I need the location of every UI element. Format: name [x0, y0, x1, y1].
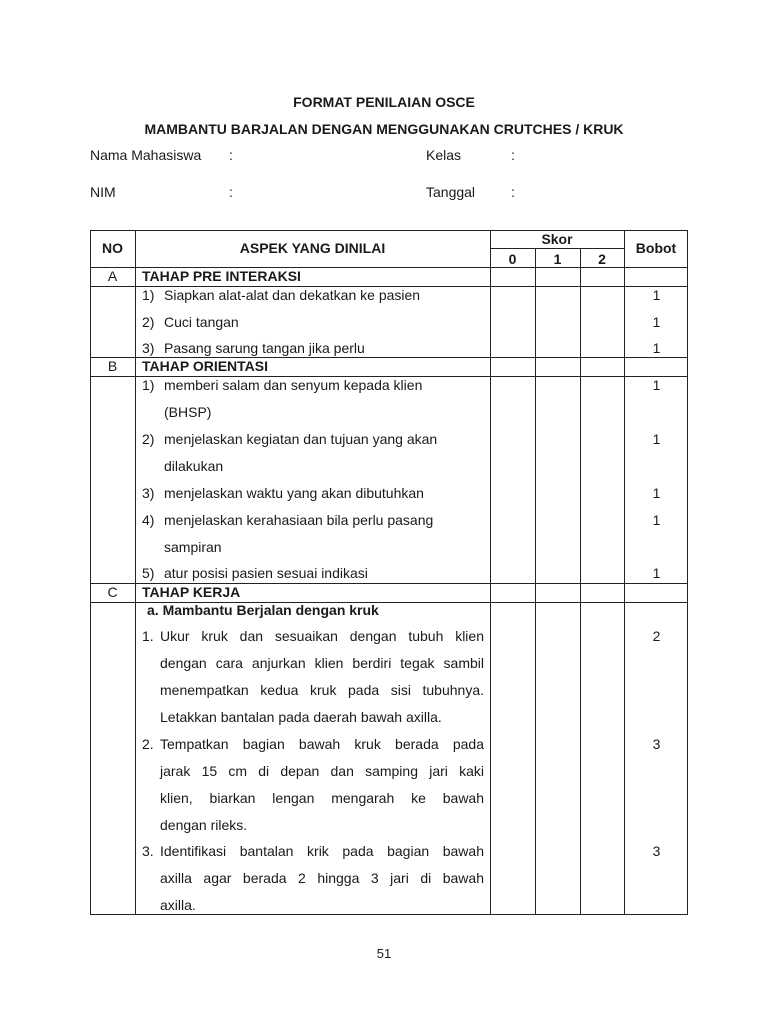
- nim-colon: :: [229, 184, 233, 200]
- nama-label: Nama Mahasiswa: [90, 147, 202, 163]
- col-header-aspek: ASPEK YANG DINILAI: [239, 240, 386, 256]
- col-header-skor-2: 2: [598, 251, 606, 267]
- assessment-table: NO ASPEK YANG DINILAI Skor 0 1 2 Bobot A TAHAP PRE INTERAKSI 1) Siapkan alat-alat dan dekatkan ke pasien 1 2) Cuci tangan 1 3) Pasang sarung tangan jika perlu 1 B TAHAP ORIENTASI 1) memberi salam dan senyum kepada klien (BHSP) 1 2) menjelaskan kegiatan dan tujuan yang akan dilakukan 1 3) menjelaskan waktu yang akan dibutuhkan 1 4) menjelaskan kerahasiaan bila perlu pasang sampiran 1 5) atur posisi pasien sesuai indikasi 1 C TAHAP KERJA a. Mambantu Berjalan dengan kruk 1. Ukur kruk dan sesuaikan dengan tubuh klien dengan cara anjurkan klien berdiri tegak sambil menempatkan kedua kruk pada sisi tubuhnya. Letakkan bantalan pada daerah bawah axilla. 2 2. Tempatkan bagian bawah kruk berada pada jarak 15 cm di depan dan samping jari kaki klien, biarkan lengan mengarah ke bawah dengan rileks. 3 3. Identifikasi bantalan krik pada bagian bawah axilla agar berada 2 hingga 3 jari di bawah axilla. 3: [90, 230, 688, 915]
- bobot-value: 1: [652, 314, 661, 330]
- bobot-value: 1: [652, 340, 661, 356]
- col-header-no: NO: [102, 240, 123, 256]
- tanggal-colon: :: [511, 184, 515, 200]
- col-header-skor-1: 1: [553, 251, 562, 267]
- bobot-value: 1: [652, 431, 661, 447]
- section-c-label: TAHAP KERJA: [142, 584, 241, 600]
- col-header-bobot: Bobot: [635, 240, 677, 256]
- section-a-label: TAHAP PRE INTERAKSI: [142, 268, 301, 284]
- nim-label: NIM: [90, 184, 116, 200]
- bobot-value: 1: [652, 565, 661, 581]
- col-header-skor: Skor: [541, 231, 573, 247]
- bobot-value: 1: [652, 512, 661, 528]
- section-b-no: B: [107, 358, 118, 374]
- tanggal-label: Tanggal: [426, 184, 476, 200]
- section-c-no: C: [107, 584, 118, 600]
- bobot-value: 3: [652, 843, 661, 859]
- col-header-skor-0: 0: [508, 251, 517, 267]
- page-number: 51: [376, 946, 392, 961]
- kelas-colon: :: [511, 147, 515, 163]
- bobot-value: 2: [652, 628, 661, 644]
- bobot-value: 1: [652, 377, 661, 393]
- bobot-value: 1: [652, 287, 661, 303]
- section-b-label: TAHAP ORIENTASI: [142, 358, 269, 374]
- bobot-value: 3: [652, 736, 661, 752]
- bobot-value: 1: [652, 485, 661, 501]
- document-subtitle: MAMBANTU BARJALAN DENGAN MENGGUNAKAN CRUTCHES / KRUK: [144, 121, 624, 137]
- section-a-no: A: [107, 268, 118, 284]
- kelas-label: Kelas: [426, 147, 462, 163]
- section-c-subheading: a. Mambantu Berjalan dengan kruk: [147, 602, 379, 618]
- document-title: FORMAT PENILAIAN OSCE: [293, 94, 475, 110]
- nama-colon: :: [229, 147, 233, 163]
